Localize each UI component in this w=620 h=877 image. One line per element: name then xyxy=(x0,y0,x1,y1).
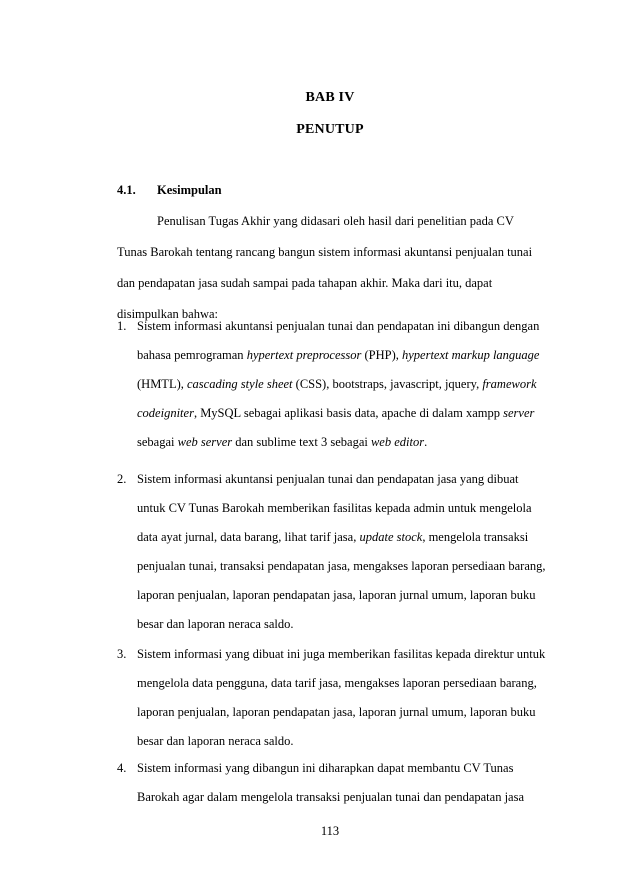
page-number: 113 xyxy=(320,824,340,838)
list-item-line: data ayat jurnal, data barang, lihat tarif jasa, update stock, mengelola transaksi xyxy=(137,530,529,544)
intro-line: Tunas Barokah tentang rancang bangun sistem informasi akuntansi penjualan tunai xyxy=(117,245,533,259)
list-item-line: besar dan laporan neraca saldo. xyxy=(137,617,294,631)
chapter-title: PENUTUP xyxy=(296,122,364,137)
list-item-line: laporan penjualan, laporan pendapatan jasa, laporan jurnal umum, laporan buku xyxy=(137,588,536,602)
list-item-line: besar dan laporan neraca saldo. xyxy=(137,734,294,748)
italic-term: codeigniter xyxy=(137,406,194,420)
list-item-line: penjualan tunai, transaksi pendapatan jasa, mengakses laporan persediaan barang, xyxy=(137,559,546,573)
list-marker: 2. xyxy=(117,472,127,486)
italic-term: hypertext preprocessor xyxy=(246,348,362,362)
italic-term: server xyxy=(503,406,535,420)
list-item-line: sebagai web server dan sublime text 3 sebagai web editor. xyxy=(137,435,428,449)
intro-line: dan pendapatan jasa sudah sampai pada tahapan akhir. Maka dari itu, dapat xyxy=(117,276,493,290)
list-item-line: Sistem informasi yang dibuat ini juga memberikan fasilitas kepada direktur untuk xyxy=(137,647,546,661)
list-marker: 3. xyxy=(117,647,127,661)
italic-term: hypertext markup language xyxy=(402,348,540,362)
list-marker: 1. xyxy=(117,319,127,333)
italic-term: cascading style sheet xyxy=(187,377,293,391)
italic-term: update stock xyxy=(359,530,423,544)
italic-term: web editor xyxy=(370,435,425,449)
italic-term: web server xyxy=(177,435,233,449)
list-item-line: mengelola data pengguna, data tarif jasa, mengakses laporan persediaan barang, xyxy=(137,676,537,690)
list-item-line: Sistem informasi yang dibangun ini diharapkan dapat membantu CV Tunas xyxy=(137,761,514,775)
section-title: Kesimpulan xyxy=(157,183,222,197)
list-item-line: codeigniter, MySQL sebagai aplikasi basis data, apache di dalam xampp server xyxy=(137,406,535,420)
intro-line: disimpulkan bahwa: xyxy=(117,307,219,321)
intro-line: Penulisan Tugas Akhir yang didasari oleh hasil dari penelitian pada CV xyxy=(157,214,514,228)
chapter-heading: BAB IV xyxy=(305,90,355,105)
list-marker: 4. xyxy=(117,761,127,775)
list-item-line: (HMTL), cascading style sheet (CSS), bootstraps, javascript, jquery, framework xyxy=(137,377,537,391)
section-number: 4.1. xyxy=(117,183,136,197)
list-item-line: Sistem informasi akuntansi penjualan tunai dan pendapatan jasa yang dibuat xyxy=(137,472,519,486)
list-item-line: laporan penjualan, laporan pendapatan jasa, laporan jurnal umum, laporan buku xyxy=(137,705,536,719)
list-item-line: untuk CV Tunas Barokah memberikan fasilitas kepada admin untuk mengelola xyxy=(137,501,532,515)
list-item-line: bahasa pemrograman hypertext preprocessor (PHP), hypertext markup language xyxy=(137,348,540,362)
list-item-line: Sistem informasi akuntansi penjualan tunai dan pendapatan ini dibangun dengan xyxy=(137,319,540,333)
list-item-line: Barokah agar dalam mengelola transaksi penjualan tunai dan pendapatan jasa xyxy=(137,790,524,804)
section-heading xyxy=(117,183,222,198)
italic-term: framework xyxy=(482,377,537,391)
